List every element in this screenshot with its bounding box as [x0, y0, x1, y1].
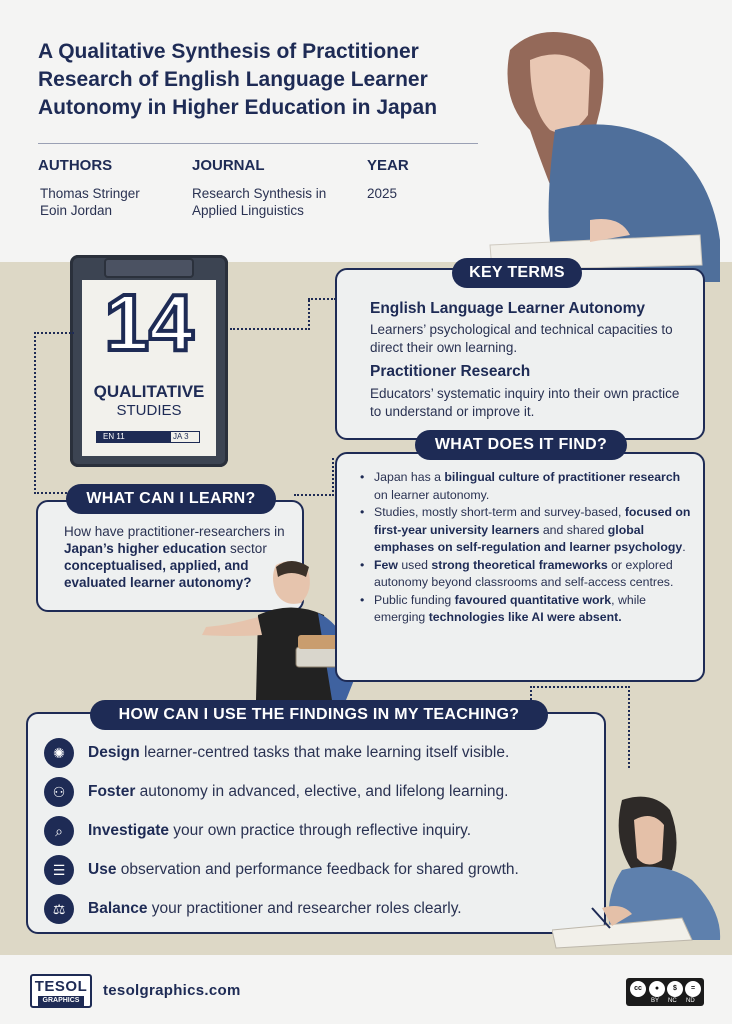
cc-nd-label: ND — [686, 998, 695, 1004]
teaching-item-text — [88, 744, 509, 762]
logo-text: TESOL — [34, 978, 88, 995]
teaching-item-text — [88, 822, 471, 840]
finding-emphasis: Few — [374, 557, 398, 572]
finding-text: Public funding — [374, 592, 455, 607]
term-practitioner-research-definition: Educators’ systematic inquiry into their own practice to understand or improve it. — [370, 386, 680, 419]
finding-text: Japan has a — [374, 470, 445, 484]
teaching-item — [44, 816, 584, 846]
title-divider — [38, 143, 478, 144]
connector-line — [34, 332, 74, 494]
connector-line — [294, 458, 334, 496]
website-link[interactable]: tesolgraphics.com — [103, 982, 241, 999]
year-label: YEAR — [367, 157, 409, 174]
year-value: 2025 — [367, 186, 398, 201]
creative-commons-badge[interactable] — [626, 978, 704, 1006]
finding-emphasis: global emphases on self-regulation and learner psychology — [374, 522, 683, 554]
finding-emphasis: favoured quantitative work — [454, 592, 612, 607]
connector-line — [230, 300, 310, 330]
attribution-icon: ● — [649, 981, 665, 997]
key-terms-heading: KEY TERMS — [452, 258, 582, 288]
clipboard-clip — [104, 258, 194, 278]
feedback-icon: ☰ — [44, 855, 74, 885]
teaching-rest: your practitioner and researcher roles clearly. — [147, 900, 462, 917]
balance-icon: ⚖ — [44, 894, 74, 924]
teaching-item — [44, 894, 584, 924]
learn-question-emphasis: Japan’s higher education — [64, 541, 227, 556]
learn-question-part: sector — [226, 541, 267, 556]
english-count: EN 11 — [97, 432, 171, 442]
finding-emphasis: technologies like AI were absent. — [428, 610, 622, 624]
teaching-item — [44, 777, 584, 807]
woman-writing-illustration — [552, 790, 728, 950]
japanese-count: JA 3 — [173, 432, 189, 441]
teaching-rest: autonomy in advanced, elective, and lifelong learning. — [135, 783, 509, 800]
noderivatives-icon: = — [685, 981, 701, 997]
tesol-graphics-logo[interactable] — [30, 974, 92, 1008]
findings-list — [356, 469, 694, 627]
teaching-rest: your own practice through reflective inquiry. — [168, 822, 472, 839]
noncommercial-icon: $ — [667, 981, 683, 997]
teaching-heading: HOW CAN I USE THE FINDINGS IN MY TEACHING? — [90, 700, 548, 730]
authors-label: AUTHORS — [38, 157, 113, 174]
findings-heading: WHAT DOES IT FIND? — [415, 430, 627, 460]
term-autonomy-definition: Learners’ psychological and technical capacities to direct their own learning. — [370, 322, 673, 355]
finding-emphasis: bilingual culture of practitioner research — [444, 470, 681, 484]
finding-item — [356, 557, 694, 592]
woman-reading-illustration — [470, 20, 732, 282]
language-split-bar — [96, 431, 200, 443]
connector-line — [308, 298, 336, 300]
teaching-verb: Design — [88, 744, 140, 761]
studies-label: STUDIES — [116, 402, 182, 419]
finding-item — [356, 592, 694, 627]
finding-text: used — [397, 557, 432, 572]
term-practitioner-research: Practitioner Research — [370, 363, 531, 380]
teaching-item-text — [88, 861, 519, 879]
teaching-item-text — [88, 783, 508, 801]
authors-value: Thomas Stringer Eoin Jordan — [40, 186, 140, 218]
finding-text: , while emerging — [374, 592, 647, 624]
teaching-item-text — [88, 900, 462, 918]
clipboard-search-icon: ⌕ — [44, 816, 74, 846]
finding-text: . — [682, 540, 686, 554]
page-title: A Qualitative Synthesis of Practitioner Research of English Language Learner Autonomy in Higher Education in Japan — [38, 40, 438, 119]
cc-by-label: BY — [651, 998, 660, 1004]
finding-emphasis: focused on first-year university learners — [374, 505, 691, 537]
teaching-verb: Investigate — [88, 822, 169, 839]
people-icon: ⚇ — [44, 777, 74, 807]
logo-subtext: GRAPHICS — [38, 996, 84, 1006]
finding-item — [356, 504, 694, 557]
finding-item — [356, 469, 694, 504]
teaching-verb: Use — [88, 861, 117, 878]
finding-text: Studies, mostly short-term and survey-based, — [374, 505, 625, 519]
finding-text: and shared — [539, 522, 608, 537]
teaching-verb: Balance — [88, 900, 148, 917]
cc-icon: cc — [630, 981, 646, 997]
qualitative-label: QUALITATIVE — [93, 382, 205, 401]
teaching-item — [44, 855, 584, 885]
learn-question-emphasis: conceptualised, applied, and evaluated learner autonomy? — [64, 558, 252, 590]
finding-emphasis: strong theoretical frameworks — [431, 557, 608, 572]
journal-label: JOURNAL — [192, 157, 265, 174]
learn-question-part: How have practitioner-researchers in — [64, 524, 285, 539]
teaching-rest: observation and performance feedback for shared growth. — [116, 861, 519, 878]
finding-text: or explored autonomy beyond classrooms and self-access centres. — [374, 557, 674, 589]
teaching-rest: learner-centred tasks that make learning itself visible. — [139, 744, 510, 761]
lightbulb-icon: ✺ — [44, 738, 74, 768]
finding-text: on learner autonomy. — [374, 487, 490, 502]
study-count: 14 — [104, 278, 194, 367]
teaching-item — [44, 738, 584, 768]
teaching-verb: Foster — [88, 783, 136, 800]
term-autonomy: English Language Learner Autonomy — [370, 300, 646, 317]
learn-heading: WHAT CAN I LEARN? — [66, 484, 276, 514]
journal-value: Research Synthesis in Applied Linguistics — [192, 186, 327, 218]
cc-nc-label: NC — [668, 998, 677, 1004]
